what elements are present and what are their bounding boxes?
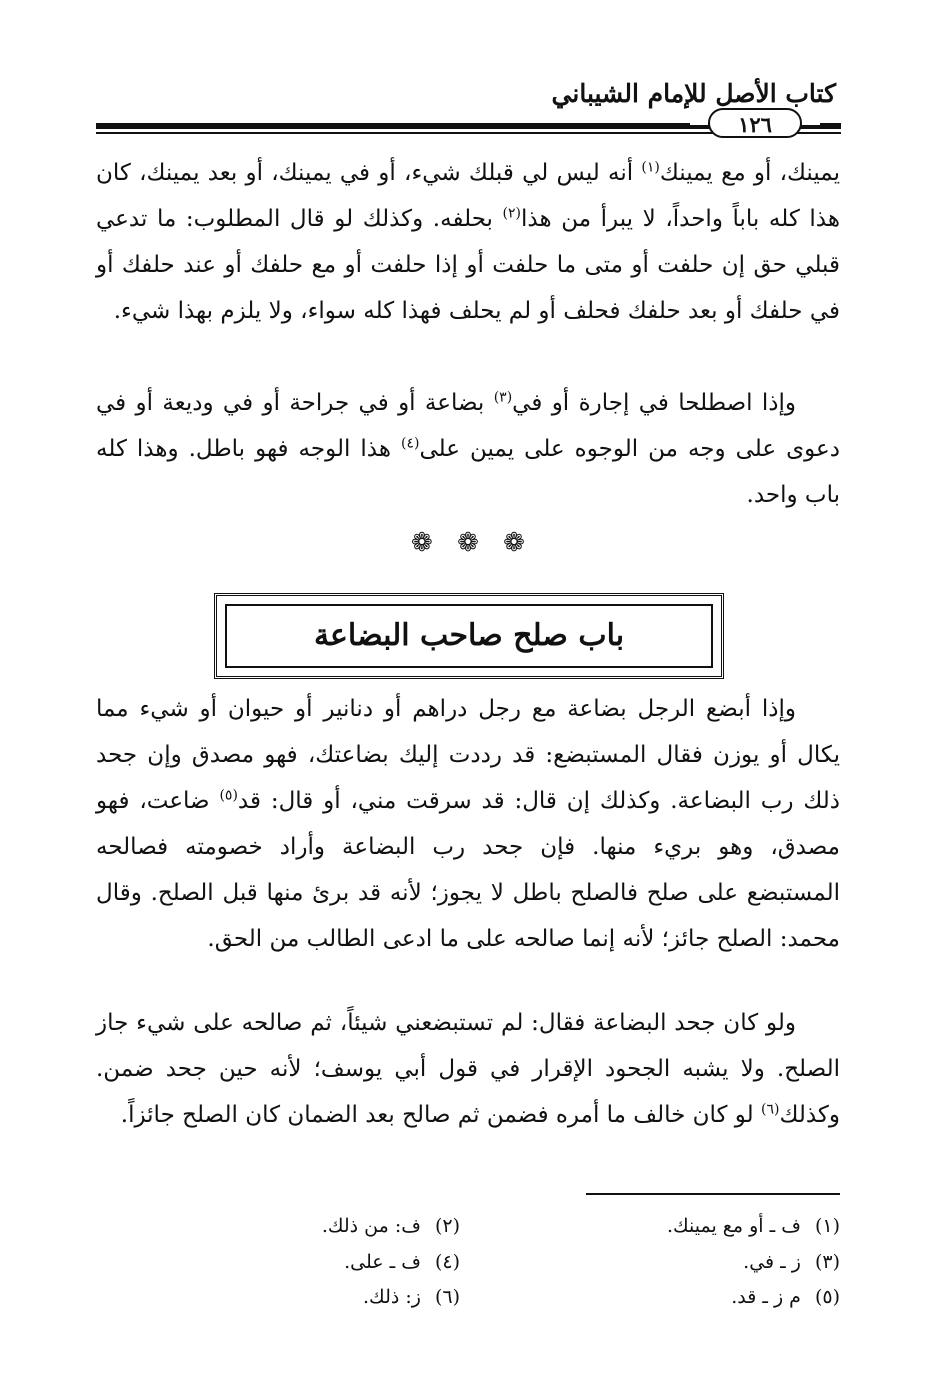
footnote-4	[240, 1248, 460, 1276]
footnote-number: (٢)	[434, 1215, 460, 1237]
footnote-number: (٦)	[434, 1286, 460, 1308]
footnote-text: ف: من ذلك.	[321, 1215, 421, 1237]
footnote-ref-5: (٥)	[219, 787, 238, 804]
footnote-number: (٤)	[434, 1251, 460, 1273]
paragraph-2-text-c: هذا الوجه فهو باطل. وهذا كله باب واحد.	[96, 436, 840, 508]
page-number-badge: ١٢٦	[708, 108, 802, 138]
paragraph-1-text-c: بحلفه. وكذلك لو قال المطلوب: ما تدعي قبلي حق إن حلفت أو متى ما حلفت أو إذا حلفت أو مع حلفك أو عند حلفك أو في حلفك أو بعد حلفك فحلف أو لم يحلف فهذا كله سواء، ولا يلزم بهذا شيء.	[96, 206, 840, 324]
chapter-title: باب صلح صاحب البضاعة	[313, 618, 625, 653]
footnote-5	[540, 1283, 840, 1311]
footnote-text: ف ـ على.	[344, 1251, 421, 1273]
paragraph-1	[96, 150, 840, 334]
footnote-ref-2: (٢)	[502, 205, 522, 222]
footnote-number: (٣)	[814, 1251, 840, 1273]
footnote-ref-1: (١)	[641, 159, 660, 176]
paragraph-2	[96, 380, 840, 518]
chapter-heading-inner-frame	[225, 604, 713, 668]
paragraph-3-text-b: ضاعت، فهو مصدق، وهو بريء منها. فإن جحد رب البضاعة وأراد خصومته فصالحه المستبضع على صلح فالصلح باطل لا يجوز؛ لأنه قد برئ منها قبل الصلح. وقال محمد: الصلح جائز؛ لأنه إنما صالحه على ما ادعى الطالب من الحق.	[96, 788, 840, 952]
paragraph-1-text-a: يمينك، أو مع يمينك	[659, 160, 840, 186]
footnote-text: ف ـ أو مع يمينك.	[666, 1215, 801, 1237]
section-divider-ornaments: ❁ ❁ ❁	[411, 528, 533, 558]
footnote-1	[540, 1212, 840, 1240]
footnote-6	[240, 1283, 460, 1311]
footnote-number: (١)	[814, 1215, 840, 1237]
footnote-text: ز ـ في.	[743, 1251, 801, 1273]
footnote-ref-4: (٤)	[401, 435, 420, 452]
footnote-ref-6: (٦)	[761, 1101, 780, 1118]
paragraph-3	[96, 686, 840, 962]
footnote-2	[240, 1212, 460, 1240]
footnote-text: ز: ذلك.	[363, 1286, 421, 1308]
footnote-number: (٥)	[814, 1286, 840, 1308]
paragraph-4-text-a: ولو كان جحد البضاعة فقال: لم تستبضعني شيئاً، ثم صالحه على شيء جاز الصلح. ولا يشبه الجحود الإقرار في قول أبي يوسف؛ لأنه حين جحد ضمن. وكذلك	[96, 1010, 840, 1128]
paragraph-3-text-a: وإذا أبضع الرجل بضاعة مع رجل دراهم أو دنانير أو حيوان أو شيء مما يكال أو يوزن فقال المستبضع: قد رددت إليك بضاعتك، فهو مصدق وإن جحد ذلك رب البضاعة. وكذلك إن قال: قد سرقت مني، أو قال: قد	[96, 696, 840, 814]
footnote-text: م ز ـ قد.	[731, 1286, 801, 1308]
running-header-book-title: كتاب الأصل للإمام الشيباني	[551, 79, 836, 108]
paragraph-4	[96, 1000, 840, 1138]
paragraph-2-text-a: وإذا اصطلحا في إجارة أو في	[512, 390, 796, 416]
footnote-3	[540, 1248, 840, 1276]
paragraph-1-text-b: أنه ليس لي قبلك شيء، أو في يمينك، أو بعد يمينك، كان هذا كله باباً واحداً، لا يبرأ من هذا	[96, 160, 840, 232]
footnote-separator	[586, 1193, 840, 1195]
paragraph-2-text-b: بضاعة أو في جراحة أو في وديعة أو في دعوى على وجه من الوجوه على يمين على	[96, 390, 840, 462]
footnote-ref-3: (٣)	[493, 389, 513, 406]
paragraph-4-text-b: لو كان خالف ما أمره فضمن ثم صالح بعد الضمان كان الصلح جائزاً.	[120, 1102, 761, 1128]
chapter-heading-frame	[214, 593, 724, 679]
